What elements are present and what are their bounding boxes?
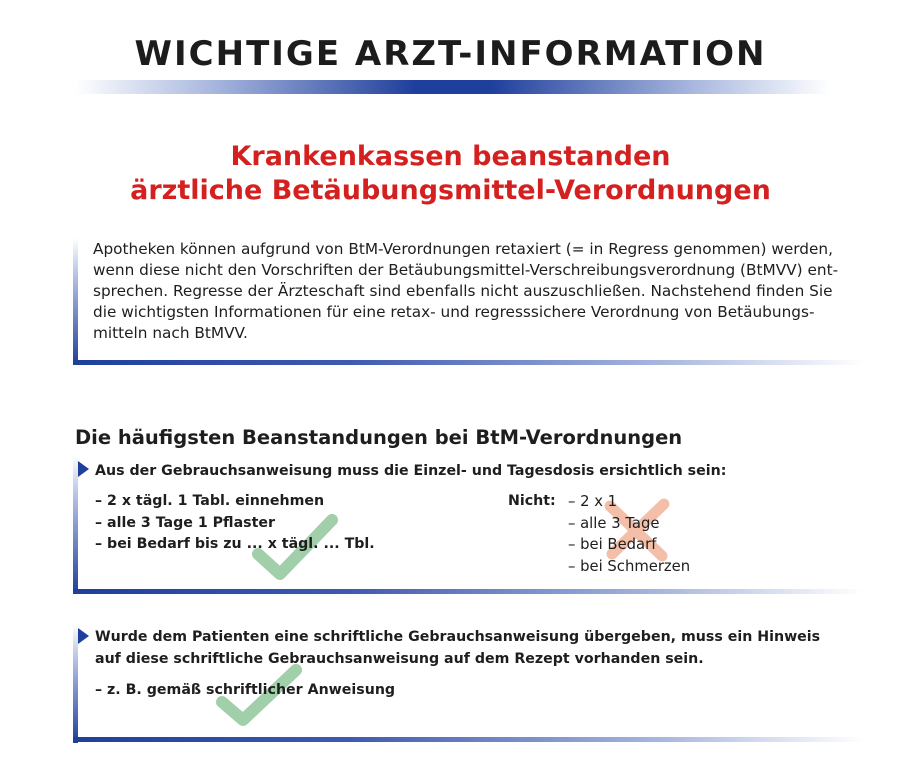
page-title: WICHTIGE ARZT-INFORMATION [134, 34, 767, 74]
correct-example-1: – 2 x tägl. 1 Tabl. einnehmen [95, 493, 325, 509]
headline-line-1: Krankenkassen beanstanden [230, 141, 671, 172]
section-heading: Die häufigsten Beanstandungen bei BtM-Verordnungen [75, 426, 683, 449]
point1-title: Aus der Gebrauchsanweisung muss die Einzel- und Tagesdosis ersichtlich sein: [95, 463, 727, 479]
point2-title [95, 627, 820, 670]
wrong-example-4: – bei Schmerzen [568, 557, 691, 575]
point1-arrow-icon [78, 461, 89, 477]
wrong-example-2: – alle 3 Tage [568, 514, 660, 532]
point2-arrow-icon [78, 628, 89, 644]
title-underline-bar [75, 80, 830, 94]
not-label: Nicht: [508, 493, 556, 509]
correct-example-3: – bei Bedarf bis zu ... x tägl. ... Tbl. [95, 536, 375, 552]
point2-box-bottom-border [73, 737, 863, 742]
wrong-example-3: – bei Bedarf [568, 536, 657, 553]
intro-box-left-border [73, 238, 78, 365]
point2-title-line-1: Wurde dem Patienten eine schriftliche Gebrauchsanweisung übergeben, muss ein Hinweis [95, 629, 821, 645]
wrong-example-1: – 2 x 1 [568, 493, 618, 510]
point2-example: – z. B. gemäß schriftlicher Anweisung [95, 682, 396, 698]
wrong-examples-list [568, 491, 690, 577]
headline-line-2: ärztliche Betäubungsmittel-Verordnungen [130, 175, 771, 206]
point2-title-line-2: auf diese schriftliche Gebrauchsanweisung auf dem Rezept vorhanden sein. [95, 650, 704, 667]
intro-box-bottom-border [73, 360, 863, 365]
headline [0, 140, 901, 208]
point1-box-bottom-border [73, 589, 863, 594]
correct-example-2: – alle 3 Tage 1 Pflaster [95, 514, 275, 531]
intro-paragraph: Apotheken können aufgrund von BtM-Verordnungen retaxiert (= in Regress genommen) werden, wenn diese nicht den Vorschriften der Betäubungsmittel-Verschreibungsverordnung (BtMVV) entsprechen. Regresse der Ärzteschaft sind ebenfalls nicht auszuschließen. Nachstehend finden Sie die wichtigsten Informationen für eine retax- und regresssichere Verordnung von Betäubungsmitteln nach BtMVV. [93, 240, 839, 342]
correct-examples-list [95, 491, 375, 556]
